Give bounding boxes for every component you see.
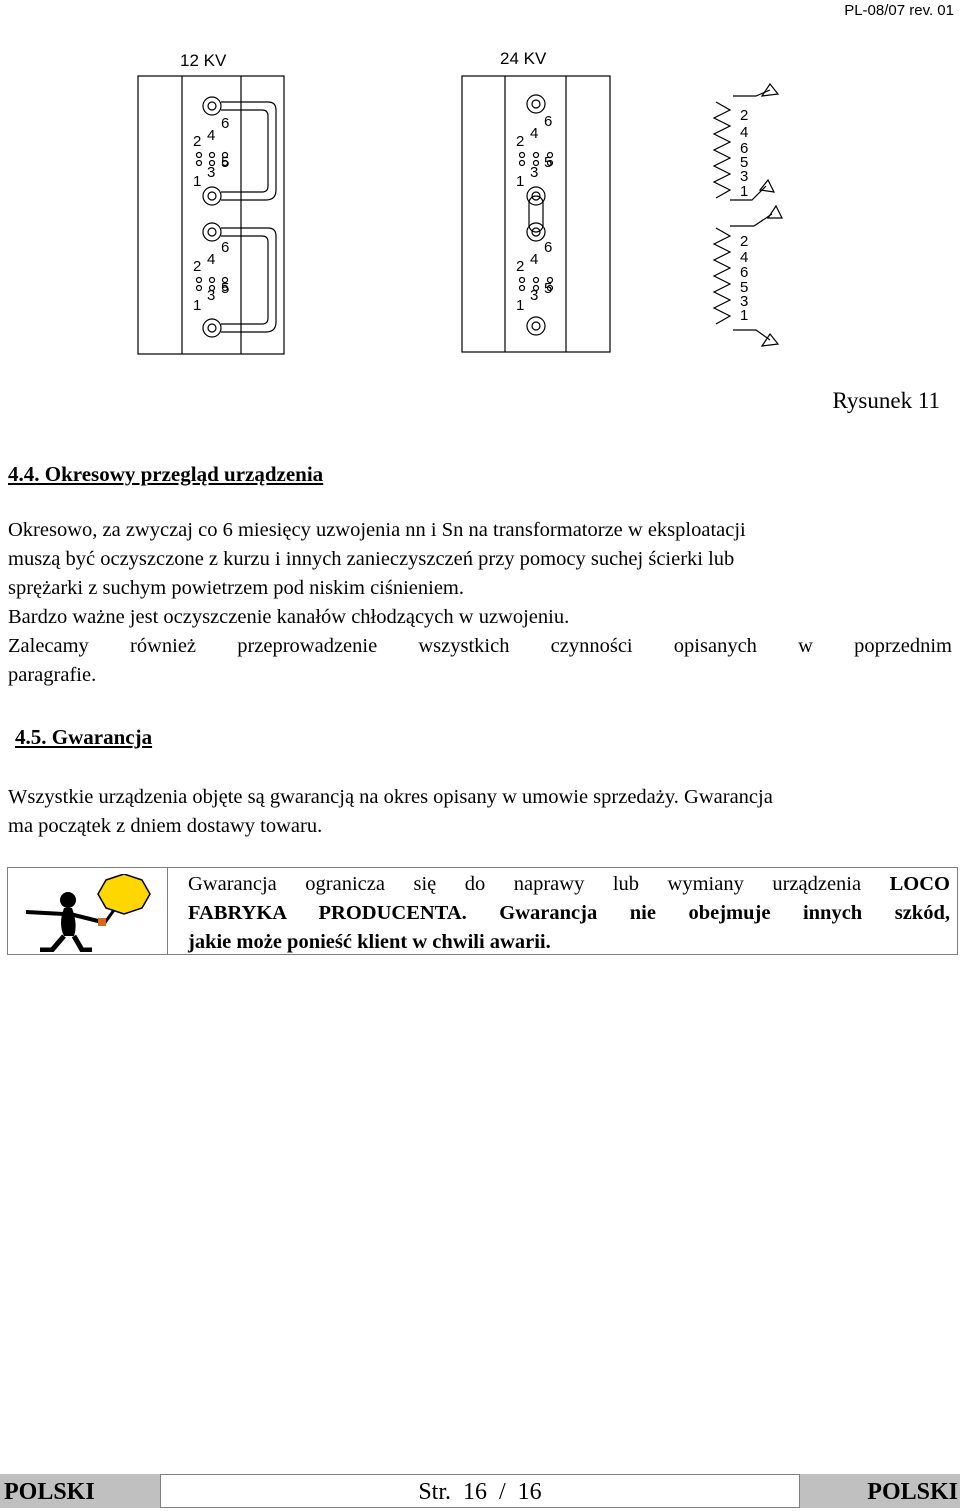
svg-text:1: 1 (516, 297, 525, 314)
page-footer (0, 1474, 960, 1508)
section-heading-45: 4.5. Gwarancja (15, 725, 153, 749)
svg-text:4: 4 (740, 249, 749, 266)
warranty-warning-box (7, 867, 958, 955)
footer-language-left: POLSKI (0, 1474, 160, 1508)
svg-text:4: 4 (207, 127, 216, 144)
svg-text:4: 4 (530, 125, 539, 142)
svg-text:3: 3 (530, 164, 539, 181)
paragraph-line: Okresowo, za zwyczaj co 6 miesięcy uzwojenia nn i Sn na transformatorze w eksploatacji (8, 519, 746, 541)
svg-text:2: 2 (740, 233, 749, 250)
svg-text:4: 4 (530, 251, 539, 268)
svg-text:6: 6 (221, 239, 230, 256)
svg-text:1: 1 (193, 173, 202, 190)
paragraph-line: sprężarki z suchym powietrzem pod niskim ciśnieniem. (8, 577, 465, 599)
svg-text:3: 3 (740, 293, 749, 310)
svg-text:6: 6 (221, 115, 230, 132)
paragraph-line: Zalecamy również przeprowadzenie wszystkich czynności opisanych w poprzednim (8, 635, 952, 657)
svg-text:4: 4 (207, 251, 216, 268)
svg-text:6: 6 (544, 113, 553, 130)
svg-text:5: 5 (740, 154, 749, 171)
box-divider (167, 868, 168, 954)
svg-text:1: 1 (516, 173, 525, 190)
svg-text:5: 5 (544, 154, 553, 171)
svg-text:5: 5 (221, 280, 230, 297)
label-12kv: 12 KV (180, 51, 227, 70)
svg-text:3: 3 (207, 164, 216, 181)
svg-text:1: 1 (193, 297, 202, 314)
svg-text:3: 3 (740, 168, 749, 185)
figure-caption: Rysunek 11 (832, 388, 940, 413)
warning-line-1-plain: Gwarancja ogranicza się do naprawy lub wymiany urządzenia (188, 873, 890, 895)
svg-text:2: 2 (516, 258, 525, 275)
footer-language-right: POLSKI (800, 1474, 960, 1508)
tap-changer-drawing (0, 0, 960, 380)
svg-text:6: 6 (740, 264, 749, 281)
paragraph-line: paragrafie. (8, 664, 97, 686)
label-24kv: 24 KV (500, 49, 547, 68)
svg-text:2: 2 (740, 107, 749, 124)
svg-text:5: 5 (221, 154, 230, 171)
svg-text:3: 3 (530, 287, 539, 304)
paragraph-line: Wszystkie urządzenia objęte są gwarancją na okres opisany w umowie sprzedaży. Gwarancja (8, 786, 773, 808)
warning-stop-sign-icon (18, 874, 158, 952)
svg-text:5: 5 (544, 280, 553, 297)
svg-text:5: 5 (740, 279, 749, 296)
section-heading-44: 4.4. Okresowy przegląd urządzenia (8, 462, 324, 486)
paragraph-line: muszą być oczyszczone z kurzu i innych zanieczyszczeń przy pomocy suchej ścierki lub (8, 548, 735, 570)
section-45-body (8, 783, 952, 841)
warning-line-1 (188, 870, 950, 899)
svg-text:6: 6 (544, 239, 553, 256)
svg-text:1: 1 (740, 183, 749, 200)
svg-text:2: 2 (193, 258, 202, 275)
section-44-body (8, 516, 952, 690)
svg-text:1: 1 (740, 307, 749, 324)
svg-text:6: 6 (740, 140, 749, 157)
svg-text:2: 2 (516, 133, 525, 150)
warranty-warning-text (188, 870, 950, 957)
svg-text:3: 3 (207, 287, 216, 304)
warning-line-2: FABRYKA PRODUCENTA. Gwarancja nie obejmuje innych szkód, (188, 902, 950, 924)
svg-text:4: 4 (740, 124, 749, 141)
paragraph-line: ma początek z dniem dostawy towaru. (8, 815, 323, 837)
warning-line-3: jakie może ponieść klient w chwili awarii. (188, 931, 551, 953)
svg-text:2: 2 (193, 133, 202, 150)
page-number: Str. 16 / 16 (160, 1474, 800, 1508)
paragraph-line: Bardzo ważne jest oczyszczenie kanałów chłodzących w uzwojeniu. (8, 606, 570, 628)
document-code: PL-08/07 rev. 01 (844, 2, 954, 19)
warning-line-1-bold: LOCO (889, 873, 950, 895)
